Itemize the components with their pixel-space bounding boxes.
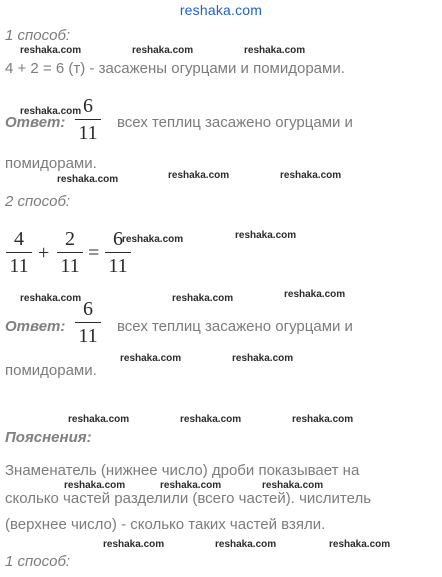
plus-sign: + xyxy=(38,242,50,264)
watermark: reshaka.com xyxy=(262,480,324,491)
watermark: reshaka.com xyxy=(160,480,222,491)
watermark: reshaka.com xyxy=(172,293,234,304)
fraction-denominator: 11 xyxy=(78,325,98,347)
explanation-line: (верхнее число) - сколько таких частей взяли. xyxy=(5,516,326,533)
equals-sign: = xyxy=(88,242,100,264)
answer-text-continued: помидорами. xyxy=(5,362,97,379)
fraction-numerator: 6 xyxy=(83,298,93,320)
watermark: reshaka.com xyxy=(122,234,184,245)
fraction-6-11 xyxy=(75,95,101,144)
watermark: reshaka.com xyxy=(235,230,297,241)
answer-text-continued: помидорами. xyxy=(5,155,97,172)
watermark: reshaka.com xyxy=(329,539,391,550)
watermark: reshaka.com xyxy=(132,45,194,56)
watermark: reshaka.com xyxy=(120,353,182,364)
fraction-bar xyxy=(105,252,131,253)
watermark: reshaka.com xyxy=(20,45,82,56)
explanation-line: Знаменатель (нижнее число) дроби показывает на xyxy=(5,462,360,479)
fraction-denominator: 11 xyxy=(108,255,128,277)
watermark: reshaka.com xyxy=(168,170,230,181)
watermark: reshaka.com xyxy=(20,106,82,117)
method1-title-bottom: 1 способ: xyxy=(5,553,71,570)
method1-title: 1 способ: xyxy=(5,27,71,44)
fraction-denominator: 11 xyxy=(78,122,98,144)
fraction-bar xyxy=(6,252,32,253)
watermark: reshaka.com xyxy=(20,293,82,304)
watermark: reshaka.com xyxy=(68,414,130,425)
fraction-bar xyxy=(75,322,101,323)
fraction-bar xyxy=(57,252,83,253)
watermark: reshaka.com xyxy=(64,480,126,491)
watermark: reshaka.com xyxy=(280,170,342,181)
watermark: reshaka.com xyxy=(180,414,242,425)
watermark: reshaka.com xyxy=(232,353,294,364)
fraction-numerator: 2 xyxy=(65,228,75,250)
explanation-label: Пояснения: xyxy=(5,429,92,446)
fraction-6-11 xyxy=(75,298,101,347)
answer-text: всех теплиц засажено огурцами и xyxy=(117,318,353,335)
fraction-4-11 xyxy=(6,228,32,277)
site-title[interactable]: reshaka.com xyxy=(179,2,263,18)
watermark: reshaka.com xyxy=(244,45,306,56)
fraction-numerator: 6 xyxy=(83,95,93,117)
answer-text: всех теплиц засажено огурцами и xyxy=(117,114,353,131)
explanation-line: сколько частей разделили (всего частей). числитель xyxy=(5,490,372,507)
answer-label: Ответ: xyxy=(5,114,66,131)
watermark: reshaka.com xyxy=(57,174,119,185)
method2-title: 2 способ: xyxy=(5,193,71,210)
fraction-numerator: 4 xyxy=(14,228,24,250)
watermark: reshaka.com xyxy=(215,539,277,550)
fraction-numerator: 6 xyxy=(113,228,123,250)
method1-calculation: 4 + 2 = 6 (т) - засажены огурцами и помидорами. xyxy=(5,60,345,77)
answer-label: Ответ: xyxy=(5,318,66,335)
watermark: reshaka.com xyxy=(292,414,354,425)
fraction-denominator: 11 xyxy=(60,255,80,277)
watermark: reshaka.com xyxy=(284,289,346,300)
fraction-denominator: 11 xyxy=(9,255,29,277)
fraction-bar xyxy=(75,119,101,120)
watermark: reshaka.com xyxy=(103,539,165,550)
fraction-2-11 xyxy=(57,228,83,277)
